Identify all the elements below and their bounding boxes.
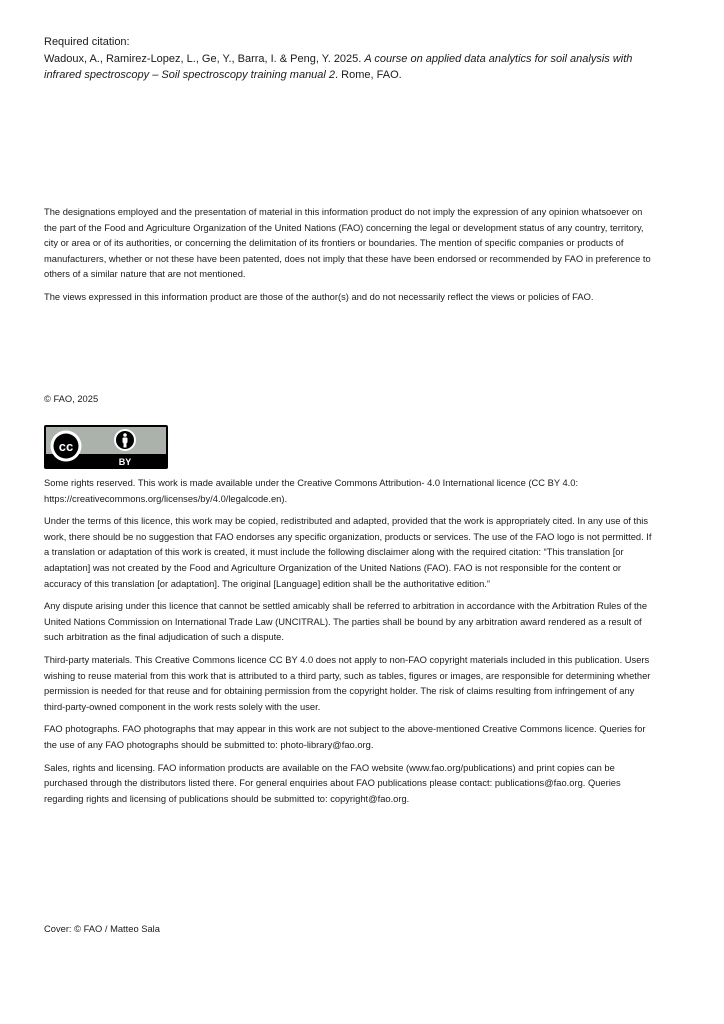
badge-by-label: BY bbox=[118, 457, 132, 467]
citation-text bbox=[44, 51, 664, 84]
licence-paragraph: FAO photographs. FAO photographs that may appear in this work are not subject to the above-mentioned Creative Commons licence. Queries for the use of any FAO photographs should be submitted to: photo-library@fao.org. bbox=[44, 724, 646, 750]
disclaimer-paragraph: The views expressed in this information product are those of the author(s) and do not necessarily reflect the views or policies of FAO. bbox=[44, 291, 594, 302]
citation-label: Required citation: bbox=[44, 36, 130, 48]
required-citation bbox=[44, 34, 664, 84]
licence-paragraph: Third-party materials. This Creative Commons licence CC BY 4.0 does not apply to non-FAO copyright materials included in this publication. Users wishing to reuse material from this work that is attributed to a third party, such as tables, figures or images, are responsible for determining whether permission is needed for that reuse and for obtaining permission from the copyright holder. The risk of claims resulting from infringement of any third-party-owned component in the work rests solely with the user. bbox=[44, 654, 651, 712]
citation-title: A course on applied data analytics for soil analysis with infrared spectroscopy – Soil spectroscopy training manual 2 bbox=[44, 52, 633, 81]
licence-paragraph: Any dispute arising under this licence that cannot be settled amicably shall be referred to arbitration in accordance with the Arbitration Rules of the United Nations Commission on International Trade Law (UNCITRAL). The parties shall be bound by any arbitration award rendered as a result of such arbitration as the final adjudication of such a dispute. bbox=[44, 601, 648, 643]
licence-paragraph: Sales, rights and licensing. FAO information products are available on the FAO website (www.fao.org/publications) and print copies can be purchased through the distributors listed there. For general enquiries about FAO publications please contact: publications@fao.org. Queries regarding rights and licensing of publications should be submitted to: copyright@fao.org. bbox=[44, 762, 621, 804]
disclaimer-section bbox=[44, 205, 652, 313]
licence-paragraph: Some rights reserved. This work is made available under the Creative Commons Attribution- 4.0 International licence (CC BY 4.0: https://creativecommons.org/licenses/by/4.0/legalcode.en). bbox=[44, 478, 579, 504]
citation-tail: . Rome, FAO. bbox=[335, 69, 402, 81]
attribution-icon-legs bbox=[124, 443, 127, 448]
cover-credit: Cover: © FAO / Matteo Sala bbox=[44, 924, 160, 934]
licence-section bbox=[44, 476, 652, 814]
citation-authors: Wadoux, A., Ramirez-Lopez, L., Ge, Y., Barra, I. & Peng, Y. 2025. bbox=[44, 52, 365, 65]
attribution-icon-body bbox=[123, 438, 128, 444]
cc-by-licence-badge bbox=[44, 425, 168, 469]
attribution-icon-head bbox=[123, 433, 127, 437]
copyright-notice: © FAO, 2025 bbox=[44, 394, 99, 404]
licence-paragraph: Under the terms of this licence, this work may be copied, redistributed and adapted, provided that the work is appropriately cited. In any use of this work, there should be no suggestion that FAO endorses any specific organization, products or services. The use of the FAO logo is not permitted. If a translation or adaptation of this work is created, it must include the following disclaimer along with the required citation: “This translation [or adaptation] was not created by the Food and Agriculture Organization of the United Nations (FAO). FAO is not responsible for the content or accuracy of this translation [or adaptation]. The original [Language] edition shall be the authoritative edition.” bbox=[44, 516, 652, 589]
disclaimer-paragraph: The designations employed and the presentation of material in this information product do not imply the expression of any opinion whatsoever on the part of the Food and Agriculture Organization of the United Nations (FAO) concerning the legal or development status of any country, territory, city or area or of its authorities, or concerning the delimitation of its frontiers or boundaries. The mention of specific companies or products of manufacturers, whether or not these have been patented, does not imply that these have been endorsed or recommended by FAO in preference to others of a similar nature that are not mentioned. bbox=[44, 207, 651, 280]
cc-icon-glyph: cc bbox=[58, 439, 74, 454]
